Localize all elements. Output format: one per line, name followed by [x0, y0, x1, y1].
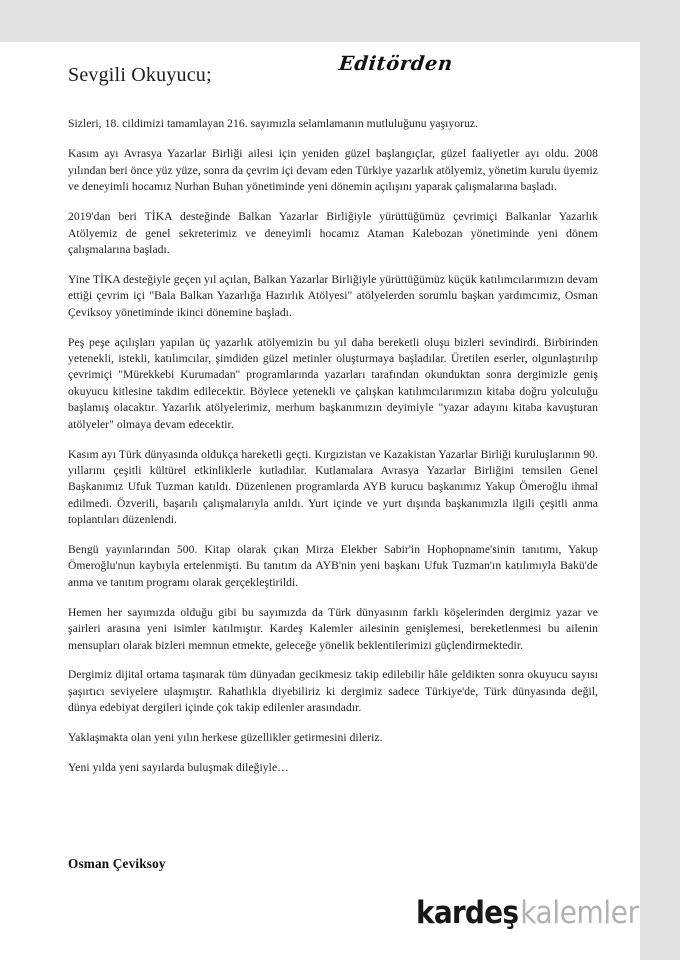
paragraph: Bengü yayınlarından 500. Kitap olarak çıkan Mirza Elekber Sabir'in Hophopname'sinin tanıtımı, Yakup Ömeroğlu'nun kaybıyla ertelenmişti. Bu tanıtım da AYB'nin yeni başkanı Ufuk Tuzman'ın katılımıyla Bakü'de anma ve tanıtım programı olarak gerçekleştirildi.	[68, 543, 598, 589]
section-kicker: Editörden	[337, 52, 455, 75]
author-signature: Osman Çeviksoy	[68, 856, 166, 871]
paragraph: Peş peşe açılışları yapılan üç yazarlık atölyemizin bu yıl daha bereketli oluşu bizleri sevindirdi. Birbirinden yetenekli, istekli, katılımcılar, şimdiden güzel metinler oluşturmaya başladılar. Üretilen eserler, olgunlaştırılıp çevrimiçi "Mürekkebi Kurumadan" programlarında yazarları tarafından okunduktan sonra dergimizle geniş okuyucu kitlesine takdim edilecektir. Böylece yetenekli ve çalışkan katılımcılarımızın kitaba doğru yolculuğu başlamış olacaktır. Yazarlık atölyelerimiz, merhum başkanımızın deyimiyle "yazar adayını kitaba kavuşturan atölyeler" olmaya devam edecektir.	[68, 335, 598, 431]
paragraph: Yeni yılda yeni sayılarda buluşmak dileğiyle…	[68, 761, 289, 775]
logo-word-kardes: kardeş	[416, 894, 519, 931]
kardes-kalemler-logo	[416, 894, 639, 931]
paragraph: Hemen her sayımızda olduğu gibi bu sayımızda da Türk dünyasının farklı köşelerinden dergimiz yazar ve şairleri arasına yeni isimler katılmıştır. Kardeş Kalemler ailesinin genişlemesi, bereketlenmesi bu ailenin mensupları olarak bizleri memnun etmekte, geleceğe yönelik beklentilerimizi güçlendirmektedir.	[68, 605, 598, 652]
paragraph: Kasım ayı Türk dünyasında oldukça hareketli geçti. Kırgızistan ve Kazakistan Yazarlar Birliği kuruluşlarının 90. yıllarını çeşitli kültürel etkinliklerle kutladılar. Kutlamalara Avrasya Yazarlar Birliğini temsilen Genel Başkanımız Ufuk Tuzman katıldı. Düzenlenen programlarda AYB kurucu başkanımız Yakup Ömeroğlu ihmal edilmedi. Özverili, başarılı çalışmalarıyla anıldı. Yurt içinde ve yurt dışında başkanımızla ilgili çeşitli anma toplantıları düzenlendi.	[68, 447, 598, 527]
paragraph: Yaklaşmakta olan yeni yılın herkese güzellikler getirmesini dileriz.	[68, 731, 383, 745]
background-band	[338, 0, 680, 42]
paragraph: Dergimiz dijital ortama taşınarak tüm dünyadan gecikmesiz takip edilebilir hâle geldikten sonra okuyucu sayısı şaşırtıcı seviyelere ulaşmıştır. Rahatlıkla diyebiliriz ki dergimiz sadece Türkiye'de, Türk dünyasında değil, dünya edebiyat dergileri içinde çok takip edilenler arasındadır.	[68, 668, 598, 715]
paragraph: Sizleri, 18. cildimizi tamamlayan 216. sayımızla selamlamanın mutluluğunu yaşıyoruz.	[68, 117, 479, 130]
page-title: Sevgili Okuyucu;	[68, 64, 212, 86]
magazine-page	[0, 42, 640, 960]
logo-word-kalemler: kalemler	[520, 894, 639, 931]
editorial-body	[68, 116, 598, 790]
paragraph: Yine TİKA desteğiyle geçen yıl açılan, Balkan Yazarlar Birliğiyle yürüttüğümüz küçük katılımcılarımızın devam ettiği çevrim içi "Bala Balkan Yazarlığa Hazırlık Atölyesi" atölyelerden sorumlu başkan yardımcımız, Osman Çeviksoy yönetiminde ikinci dönemine başladı.	[68, 272, 598, 319]
page-header	[0, 42, 640, 104]
paragraph: 2019'dan beri TİKA desteğinde Balkan Yazarlar Birliğiyle yürüttüğümüz çevrimiçi Balkanlar Yazarlık Atölyemiz de genel sekreterimiz ve deneyimli hocamız Ataman Kalebozan yönetiminde yeni dönem çalışmalarına başladı.	[68, 210, 598, 256]
paragraph: Kasım ayı Avrasya Yazarlar Birliği ailesi için yeniden güzel başlangıçlar, güzel faaliyetler ayı oldu. 2008 yılından beri önce yüz yüze, sonra da çevrim içi devam eden Türkiye yazarlık atölyemiz, yönetim kurulu üyemiz ve deneyimli hocamız Nurhan Buhan yönetiminde yeni dönemin açılışını yaparak çalışmalarına başladı.	[68, 147, 598, 194]
